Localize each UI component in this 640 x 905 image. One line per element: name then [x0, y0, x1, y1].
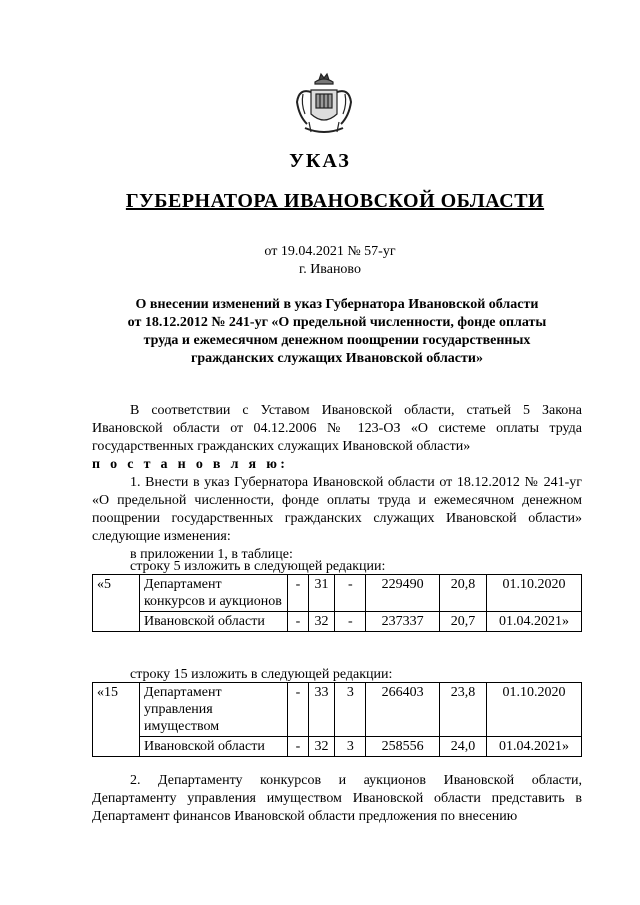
table-cell: 01.10.2020: [486, 683, 581, 737]
resolve-word: п о с т а н о в л я ю:: [92, 457, 289, 472]
item-2-paragraph: 2. Департаменту конкурсов и аукционов Ивановской области, Департаменту управления имуществом Ивановской области представить в Департамент финансов Ивановской области предложения по внесению: [92, 773, 582, 824]
table-cell: -: [335, 612, 366, 632]
document-type-title: УКАЗ: [289, 150, 351, 172]
table-cell: -: [288, 612, 308, 632]
table-cell: 258556: [366, 737, 440, 757]
heading-line: труда и ежемесячном денежном поощрении государственных: [143, 333, 531, 348]
heading-line: от 18.12.2012 № 241-уг «О предельной численности, фонде оплаты: [127, 315, 547, 330]
row-15-intro: строку 15 изложить в следующей редакции:: [130, 667, 393, 682]
heading-line: О внесении изменений в указ Губернатора Ивановской области: [135, 297, 539, 312]
heading-line: гражданских служащих Ивановской области»: [191, 351, 483, 366]
city-line: г. Иваново: [299, 262, 361, 277]
table-cell: 20,8: [439, 575, 486, 612]
table-cell-name: Департамент управления имуществом: [139, 683, 287, 737]
table-cell: 31: [308, 575, 335, 612]
row-15-table: [92, 682, 582, 757]
table-row: [93, 575, 582, 612]
table-cell-name: Департамент конкурсов и аукционов: [139, 575, 287, 612]
table-cell: 23,8: [439, 683, 486, 737]
decree-heading: [92, 296, 582, 368]
table-row: [93, 737, 582, 757]
table-cell: 32: [308, 612, 335, 632]
table-cell-name: Ивановской области: [139, 737, 287, 757]
table-cell: -: [288, 575, 308, 612]
row-5-intro: строку 5 изложить в следующей редакции:: [130, 559, 386, 574]
date-number-line: от 19.04.2021 № 57-уг: [264, 244, 396, 259]
table-cell: 01.04.2021»: [486, 737, 581, 757]
table-cell: 3: [335, 683, 366, 737]
table-cell: 237337: [366, 612, 440, 632]
issuer-title: ГУБЕРНАТОРА ИВАНОВСКОЙ ОБЛАСТИ: [125, 190, 545, 212]
table-cell: 01.04.2021»: [486, 612, 581, 632]
preamble-paragraph: В соответствии с Уставом Ивановской области, статьей 5 Закона Ивановской области от 04.12.2006 № 123-ОЗ «О системе оплаты труда государственных гражданских служащих Ивановской области»: [92, 403, 582, 454]
table-cell: -: [288, 683, 308, 737]
ivanovo-coat-of-arms-icon: [293, 70, 355, 138]
row-5-table: [92, 574, 582, 632]
table-cell-num: «5: [93, 575, 140, 632]
table-cell: 229490: [366, 575, 440, 612]
appendix-line: в приложении 1, в таблице:: [130, 547, 293, 562]
table-cell: 33: [308, 683, 335, 737]
item-1-paragraph: 1. Внести в указ Губернатора Ивановской области от 18.12.2012 № 241-уг «О предельной численности, фонде оплаты труда и ежемесячном денежном поощрении государственных гражданских служащих Ивановской области» следующие изменения:: [92, 475, 582, 544]
table-row: [93, 683, 582, 737]
table-cell-name: Ивановской области: [139, 612, 287, 632]
table-cell: 266403: [366, 683, 440, 737]
table-cell-num: «15: [93, 683, 140, 757]
table-cell: -: [288, 737, 308, 757]
table-cell: 24,0: [439, 737, 486, 757]
table-cell: 3: [335, 737, 366, 757]
table-cell: -: [335, 575, 366, 612]
table-cell: 01.10.2020: [486, 575, 581, 612]
table-cell: 20,7: [439, 612, 486, 632]
table-row: [93, 612, 582, 632]
table-cell: 32: [308, 737, 335, 757]
